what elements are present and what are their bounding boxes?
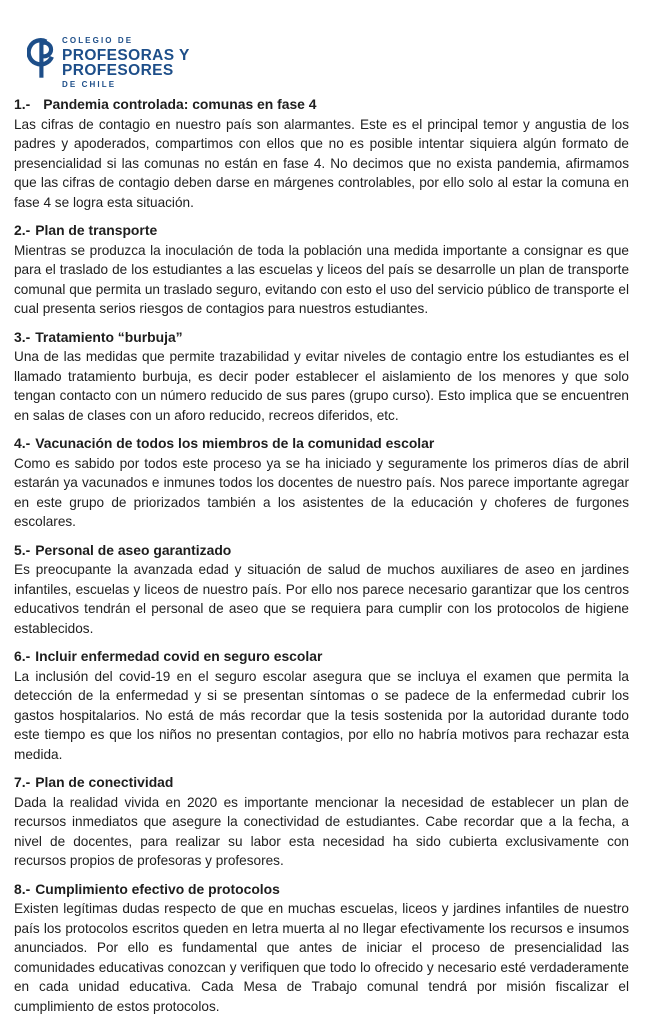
section-cumplimiento-de-protocolos (14, 880, 629, 1017)
section-plan-de-conectividad (14, 773, 629, 871)
section-pandemia-controlada (14, 95, 629, 212)
section-heading (14, 647, 629, 667)
section-number: 7.- (14, 774, 31, 790)
section-tratamiento-burbuja (14, 328, 629, 426)
section-plan-de-transporte (14, 221, 629, 319)
section-number: 6.- (14, 648, 31, 664)
section-number: 8.- (14, 880, 31, 897)
section-title: Plan de transporte (35, 222, 158, 238)
section-title: Tratamiento “burbuja” (35, 328, 183, 345)
section-heading (14, 541, 629, 561)
section-vacunacion-comunidad-escolar (14, 434, 629, 532)
section-covid-seguro-escolar (14, 647, 629, 764)
section-body: Existen legítimas dudas respecto de que en muchas escuelas, liceos y jardines infantiles de nuestro país los protocolos escritos queden en letra muerta al no llegar efectivamente los recursos e insumos anunciados. Por ello es fundamental que antes de iniciar el proceso de presencialidad las comunidades educativas conozcan y verifiquen que todo lo ofrecido y necesario esté verdaderamente en cada unidad educativa. Cada Mesa de Trabajo comunal tendrá por misión fiscalizar el cumplimiento de estos protocolos. (14, 901, 629, 1014)
section-body: Es preocupante la avanzada edad y situación de salud de muchos auxiliares de aseo en jardines infantiles, escuelas y liceos de nuestro país. Por ello nos parece necesario garantizar que los centros educativos tendrán el personal de aseo que se requiera para cumplir con los protocolos de higiene establecidos. (14, 562, 629, 636)
section-personal-de-aseo (14, 541, 629, 639)
section-title: Vacunación de todos los miembros de la comunidad escolar (35, 435, 435, 451)
section-title: Cumplimiento efectivo de protocolos (35, 880, 280, 897)
section-number: 3.- (14, 328, 31, 345)
section-number: 4.- (14, 435, 31, 451)
section-heading (14, 880, 629, 900)
section-body: Mientras se produzca la inoculación de toda la población una medida importante a consignar es que para el traslado de los estudiantes a las escuelas y liceos del país se desarrolle un plan de transporte comunal que permita un traslado seguro, evitando con esto el uso del servicio público de transporte el cual presenta serios riesgos de contagios para nuestros estudiantes. (14, 242, 629, 316)
section-body: Una de las medidas que permite trazabilidad y evitar niveles de contagio entre los estudiantes es el llamado tratamiento burbuja, es decir poder establecer el aislamiento de los menores y que solo tengan contacto con un número reducido de sus pares (grupo curso). Esto implica que se encuentren en salas de clases con un aforo reducido, recreos diferidos, etc. (14, 349, 629, 423)
section-title: Pandemia controlada: comunas en fase 4 (43, 96, 317, 112)
cp-monogram-icon (27, 33, 59, 81)
section-heading (14, 434, 629, 454)
section-title: Plan de conectividad (35, 774, 174, 790)
org-name-line2: PROFESORES (62, 62, 174, 79)
section-heading (14, 328, 629, 348)
section-number: 2.- (14, 222, 31, 238)
section-heading (14, 221, 629, 241)
section-number: 1.- (14, 96, 31, 112)
section-title: Personal de aseo garantizado (35, 541, 232, 558)
section-body: La inclusión del covid-19 en el seguro escolar asegura que se incluya el examen que permita la detección de la enfermedad y si se presentan síntomas o se padece de la enfermedad cubrir los gastos hospitalarios. No está de más recordar que la tesis sostenida por la autoridad durante todo este tiempo es que los niños no presentan contagios, por ello no habría motivos para rechazar esta medida. (14, 668, 629, 762)
org-name-top: COLEGIO DE (62, 36, 134, 45)
section-body: Las cifras de contagio en nuestro país son alarmantes. Este es el principal temor y angustia de los padres y apoderados, compartimos con ellos que no es posible intentar siquiera algún formato de presencialidad si las comunas no están en fase 4. No decimos que no exista pandemia, afirmamos que las cifras de contagio deben darse en márgenes controlables, por ello solo al estar la comuna en fase 4 se logra esta situación. (14, 116, 629, 210)
section-body: Como es sabido por todos este proceso ya se ha iniciado y seguramente los primeros días de abril estarán ya vacunados e inmunes todos los docentes de nuestro país. Nos parece importante agregar en este grupo de priorizados también a los asistentes de la educación y choferes de furgones escolares. (14, 455, 629, 529)
org-logo-text (62, 33, 190, 90)
section-heading (14, 95, 629, 115)
section-heading (14, 773, 629, 793)
org-name-bottom: DE CHILE (62, 80, 117, 89)
section-number: 5.- (14, 541, 31, 558)
section-body: Dada la realidad vivida en 2020 es importante mencionar la necesidad de establecer un plan de recursos inmediatos que asegure la conectividad de estudiantes. Cabe recordar que a la fecha, a nivel de docentes, para realizar su labor esta necesidad ha sido cubierta exclusivamente con recursos propios de profesoras y profesores. (14, 794, 629, 868)
org-logo (27, 33, 629, 89)
section-title: Incluir enfermedad covid en seguro escolar (35, 648, 323, 664)
org-name-line1: PROFESORAS Y (62, 47, 190, 64)
